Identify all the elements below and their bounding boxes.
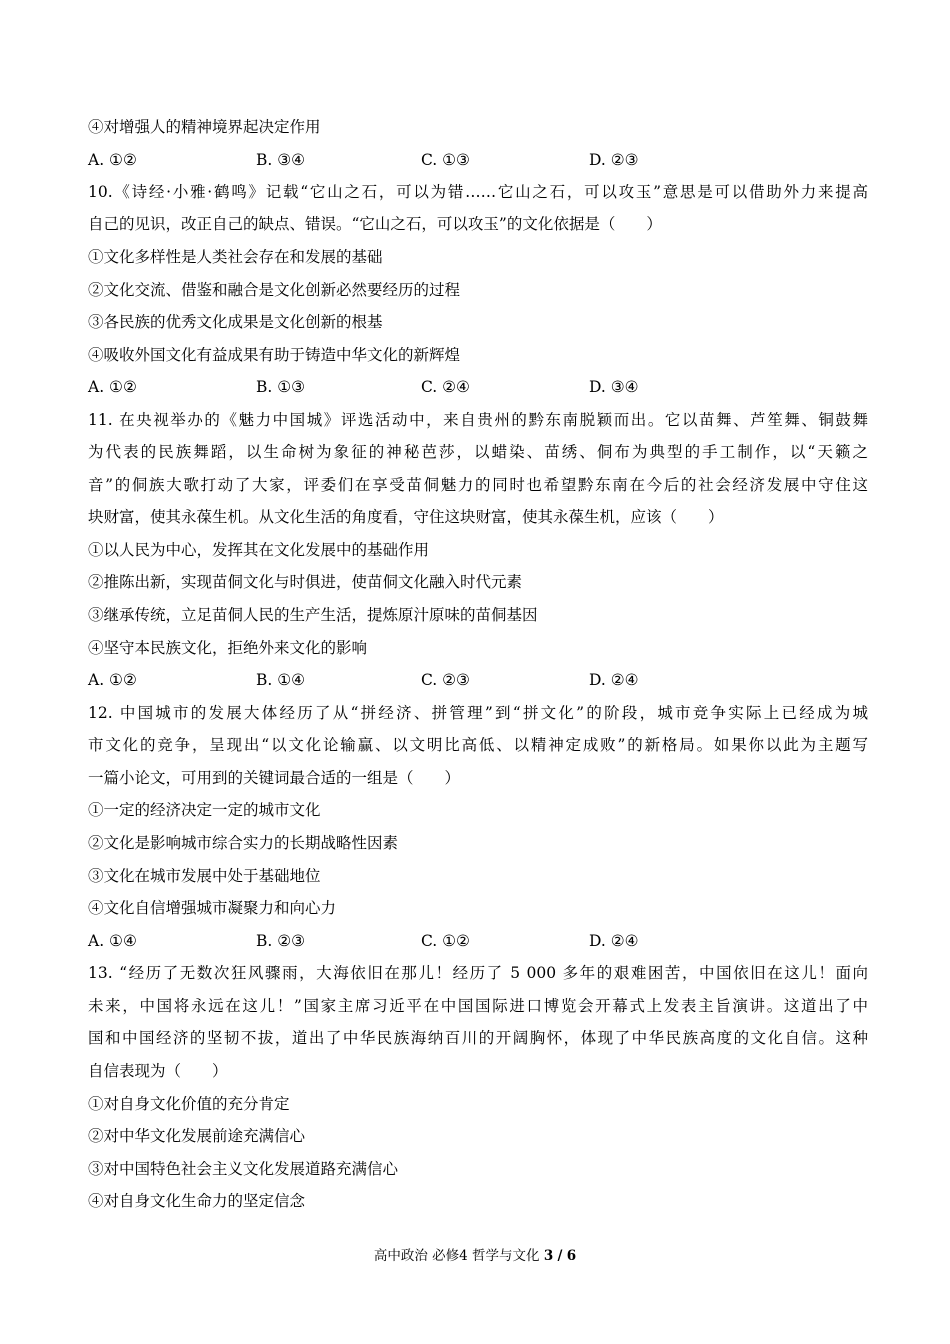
option-d: D. ②③ [589, 151, 639, 169]
q12-choice-3: ③文化在城市发展中处于基础地位 [88, 867, 321, 885]
q10-stem-line-1: 10.《诗经·小雅·鹤鸣》记载“它山之石，可以为错……它山之石，可以攻玉”意思是可以借助外力来提高 [88, 183, 868, 201]
option-c: C. ①② [421, 932, 470, 950]
q9-options [88, 150, 868, 170]
q10-choice-3: ③各民族的优秀文化成果是文化创新的根基 [88, 313, 383, 331]
q11-choice-3: ③继承传统，立足苗侗人民的生产生活，提炼原汁原味的苗侗基因 [88, 606, 538, 624]
q13-choice-1: ①对自身文化价值的充分肯定 [88, 1095, 290, 1113]
q12-stem-line-1: 12. 中国城市的发展大体经历了从“拼经济、拼管理”到“拼文化”的阶段，城市竞争实际上已经成为城 [88, 704, 868, 722]
q13-stem-line-2: 未来，中国将永远在这儿！”国家主席习近平在中国国际进口博览会开幕式上发表主旨演讲。这道出了中 [88, 997, 868, 1015]
footer-total-pages: 6 [566, 1248, 577, 1264]
q11-stem-line-3: 音”的侗族大歌打动了大家，评委们在享受苗侗魅力的同时也希望黔东南在今后的社会经济发展中守住这 [88, 476, 868, 494]
option-b: B. ②③ [256, 932, 306, 950]
footer-separator: / [557, 1248, 563, 1264]
q11-choice-2: ②推陈出新，实现苗侗文化与时俱进，使苗侗文化融入时代元素 [88, 573, 523, 591]
option-d: D. ③④ [589, 378, 639, 396]
option-a: A. ①② [88, 378, 137, 396]
option-a: A. ①② [88, 671, 137, 689]
option-b: B. ①③ [256, 378, 306, 396]
q12-options [88, 931, 868, 951]
option-c: C. ①③ [421, 151, 470, 169]
q13-choice-2: ②对中华文化发展前途充满信心 [88, 1127, 306, 1145]
q10-options [88, 377, 868, 397]
q11-options [88, 670, 868, 690]
q9-choice-4: ④对增强人的精神境界起决定作用 [88, 118, 321, 136]
q11-choice-1: ①以人民为中心，发挥其在文化发展中的基础作用 [88, 541, 430, 559]
option-a: A. ①② [88, 151, 137, 169]
q10-stem-line-2: 自己的见识，改正自己的缺点、错误。“它山之石，可以攻玉”的文化依据是（ ） [88, 215, 662, 233]
q11-choice-4: ④坚守本民族文化，拒绝外来文化的影响 [88, 639, 368, 657]
q13-choice-3: ③对中国特色社会主义文化发展道路充满信心 [88, 1160, 399, 1178]
page-footer [0, 1247, 950, 1265]
q10-choice-4: ④吸收外国文化有益成果有助于铸造中华文化的新辉煌 [88, 346, 461, 364]
q11-stem-line-2: 为代表的民族舞蹈，以生命树为象征的神秘芭莎，以蜡染、苗绣、侗布为典型的手工制作，以“天籁之 [88, 443, 868, 461]
q12-stem-line-3: 一篇小论文，可用到的关键词最合适的一组是（ ） [88, 769, 461, 787]
q13-choice-4: ④对自身文化生命力的坚定信念 [88, 1192, 306, 1210]
q12-choice-4: ④文化自信增强城市凝聚力和向心力 [88, 899, 337, 917]
q13-stem-line-3: 国和中国经济的坚韧不拔，道出了中华民族海纳百川的开阔胸怀，体现了中华民族高度的文化自信。这种 [88, 1029, 868, 1047]
option-d: D. ②④ [589, 671, 639, 689]
q12-stem-line-2: 市文化的竞争，呈现出“以文化论输赢、以文明比高低、以精神定成败”的新格局。如果你以此为主题写 [88, 736, 868, 754]
option-b: B. ③④ [256, 151, 306, 169]
footer-subject: 高中政治 必修4 哲学与文化 [373, 1248, 540, 1264]
q13-stem-line-4: 自信表现为（ ） [88, 1062, 228, 1080]
option-d: D. ②④ [589, 932, 639, 950]
option-c: C. ②③ [421, 671, 470, 689]
q12-choice-1: ①一定的经济决定一定的城市文化 [88, 801, 321, 819]
q12-choice-2: ②文化是影响城市综合实力的长期战略性因素 [88, 834, 399, 852]
option-c: C. ②④ [421, 378, 470, 396]
footer-page-number: 3 [543, 1248, 554, 1264]
q10-choice-1: ①文化多样性是人类社会存在和发展的基础 [88, 248, 383, 266]
q13-stem-line-1: 13. “经历了无数次狂风骤雨，大海依旧在那儿！经历了 5 000 多年的艰难困苦，中国依旧在这儿！面向 [88, 964, 868, 982]
option-a: A. ①④ [88, 932, 137, 950]
q11-stem-line-1: 11. 在央视举办的《魅力中国城》评选活动中，来自贵州的黔东南脱颖而出。它以苗舞、芦笙舞、铜鼓舞 [88, 411, 868, 429]
option-b: B. ①④ [256, 671, 306, 689]
q11-stem-line-4: 块财富，使其永葆生机。从文化生活的角度看，守住这块财富，使其永葆生机，应该（ ） [88, 508, 724, 526]
q10-choice-2: ②文化交流、借鉴和融合是文化创新必然要经历的过程 [88, 281, 461, 299]
